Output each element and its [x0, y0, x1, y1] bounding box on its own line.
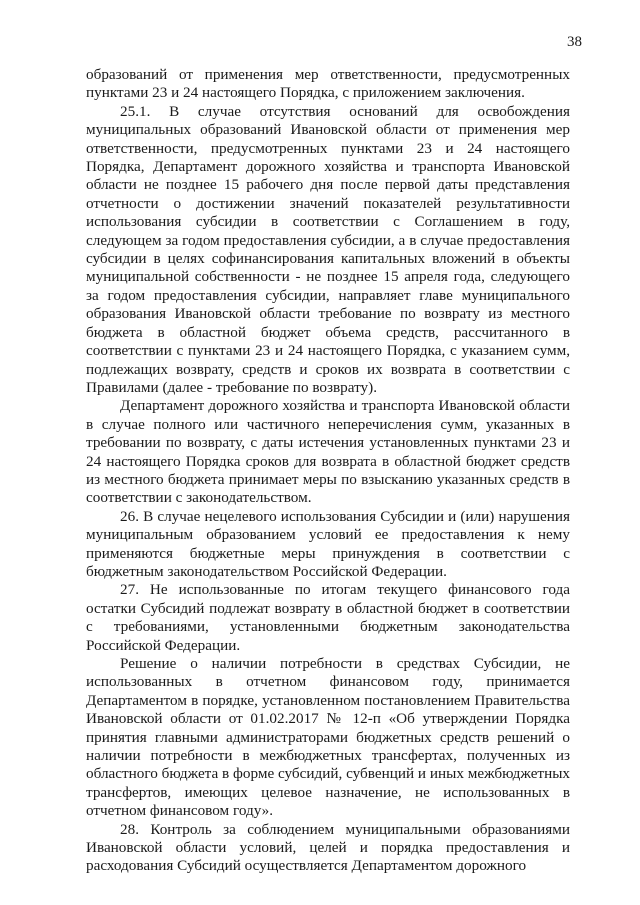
paragraph-26: 26. В случае нецелевого использования Субсидии и (или) нарушения муниципальным образованием условий ее предоставления к нему применяются бюджетные меры принуждения в соответствии с бюджетным законодательством Российской Федерации. [86, 507, 570, 580]
page-number: 38 [567, 34, 582, 50]
document-body [86, 66, 570, 876]
paragraph-27: 27. Не использованные по итогам текущего финансового года остатки Субсидий подлежат возврату в областной бюджет в соответствии с требованиями, установленными бюджетным законодательства Российской Федерации. [86, 581, 570, 654]
paragraph-25-1: 25.1. В случае отсутствия оснований для освобождения муниципальных образований Ивановской области от применения мер ответственности, предусмотренных пунктами 23 и 24 настоящего Порядка, Департамент дорожного хозяйства и транспорта Ивановской области не позднее 15 рабочего дня после первой даты представления отчетности о достижении значений показателей результативности использования субсидии в соответствии с Соглашением в году, следующем за годом предоставления субсидии, а в случае предоставления субсидии в целях софинансирования капитальных вложений в объекты муниципальной собственности - не позднее 15 апреля года, следующего за годом предоставления субсидии, направляет главе муниципального образования Ивановской области требование по возврату из местного бюджета в областной бюджет объема средств, рассчитанного в соответствии с пунктами 23 и 24 настоящего Порядка, с указанием сумм, подлежащих возврату, средств и сроков их возврата в соответствии с Правилами (далее - требование по возврату). [86, 102, 570, 396]
paragraph-department-recovery: Департамент дорожного хозяйства и транспорта Ивановской области в случае полного или частичного неперечисления сумм, указанных в требовании по возврату, с даты истечения установленных пунктами 23 и 24 настоящего Порядка сроков для возврата в областной бюджет средств из местного бюджета принимает меры по взысканию указанных средств в соответствии с законодательством. [86, 397, 570, 507]
paragraph-decision: Решение о наличии потребности в средствах Субсидии, не использованных в отчетном финансовом году, принимается Департаментом в порядке, установленном постановлением Правительства Ивановской области от 01.02.2017 № 12-п «Об утверждении Порядка принятия главными администраторами бюджетных средств решений о наличии потребности в межбюджетных трансфертах, полученных из областного бюджета в форме субсидий, субвенций и иных межбюджетных трансфертов, имеющих целевое назначение, не использованных в отчетном финансовом году». [86, 655, 570, 820]
paragraph-continuation: образований от применения мер ответственности, предусмотренных пунктами 23 и 24 настоящего Порядка, с приложением заключения. [86, 66, 570, 102]
paragraph-28: 28. Контроль за соблюдением муниципальными образованиями Ивановской области условий, целей и порядка предоставления и расходования Субсидий осуществляется Департаментом дорожного [86, 820, 570, 875]
